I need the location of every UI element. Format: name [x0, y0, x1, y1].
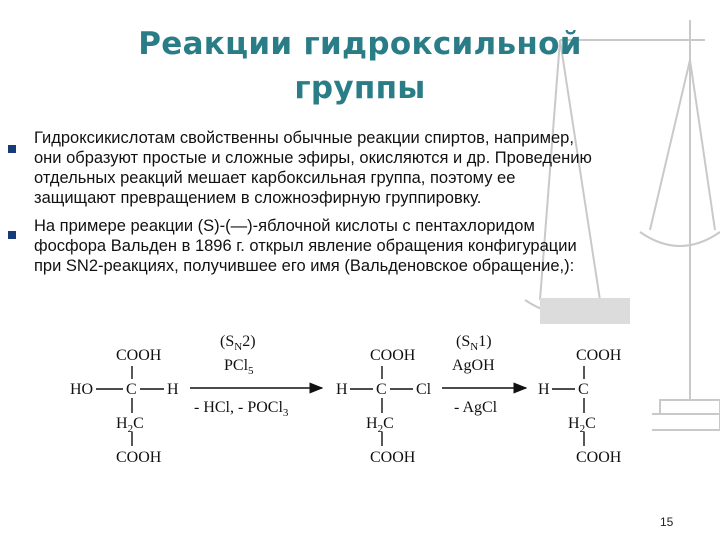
page-number: 15 — [660, 515, 674, 529]
methylene-label: $H_2C$ — [366, 415, 394, 435]
hydrogen-label: H — [336, 381, 348, 398]
sn2-mechanism-label: $(S_N2)$ — [220, 333, 256, 353]
hydrogen-label: H — [167, 381, 179, 398]
walden-inversion-scheme — [64, 324, 652, 476]
bullet-line: защищают превращением в сложноэфирную группировку. — [34, 189, 482, 207]
bullet-line: при SN2-реакциях, получившее его имя (Вальденовское обращение,): — [34, 257, 575, 275]
bullet-marker-icon — [8, 231, 16, 239]
bullet-line: отдельных реакций мешает карбоксильная группа, поэтому ее — [34, 169, 516, 187]
molecule-malic-acid-product — [538, 347, 622, 466]
sn1-mechanism-label: $(S_N1)$ — [456, 333, 492, 353]
cooh-label: COOH — [116, 449, 162, 466]
cooh-label: COOH — [576, 347, 622, 364]
methylene-label: $H_2C$ — [568, 415, 596, 435]
title-line-1: Реакции гидроксильной — [138, 26, 582, 62]
bullet-marker-icon — [8, 145, 16, 153]
slide-title — [60, 22, 660, 110]
reagent-pcl5-label: PCl$_5$ — [224, 357, 254, 377]
hydroxyl-label: HO — [70, 381, 94, 398]
byproduct-label: - HCl, - POCl$_3$ — [194, 399, 289, 419]
reaction-arrow-sn1 — [442, 333, 526, 416]
bullet-line: Гидроксикислотам свойственны обычные реакции спиртов, например, — [34, 129, 574, 147]
methylene-label: $H_2C$ — [116, 415, 144, 435]
molecule-malic-acid — [70, 347, 179, 466]
hydrogen-label: H — [538, 381, 550, 398]
byproduct-label: - AgCl — [454, 399, 498, 416]
bullet-line: фосфора Вальден в 1896 г. открыл явление обращения конфигурации — [34, 237, 577, 255]
carbon-label: C — [126, 381, 137, 398]
chlorine-label: Cl — [416, 381, 432, 398]
cooh-label: COOH — [116, 347, 162, 364]
cooh-label: COOH — [370, 449, 416, 466]
cooh-label: COOH — [370, 347, 416, 364]
cooh-label: COOH — [576, 449, 622, 466]
carbon-label: C — [376, 381, 387, 398]
molecule-chlorosuccinic-acid — [336, 347, 432, 466]
title-line-2: группы — [294, 70, 426, 106]
bullet-text — [34, 128, 704, 208]
carbon-label: C — [578, 381, 589, 398]
reaction-arrow-sn2 — [190, 333, 322, 419]
reagent-agoh-label: AgOH — [452, 357, 495, 374]
bullet-text — [34, 216, 704, 276]
reaction-scheme-svg — [64, 324, 652, 476]
bullet-line: они образуют простые и сложные эфиры, окисляются и др. Проведению — [34, 149, 592, 167]
bullet-line: На примере реакции (S)-(—)-яблочной кислоты с пентахлоридом — [34, 217, 535, 235]
